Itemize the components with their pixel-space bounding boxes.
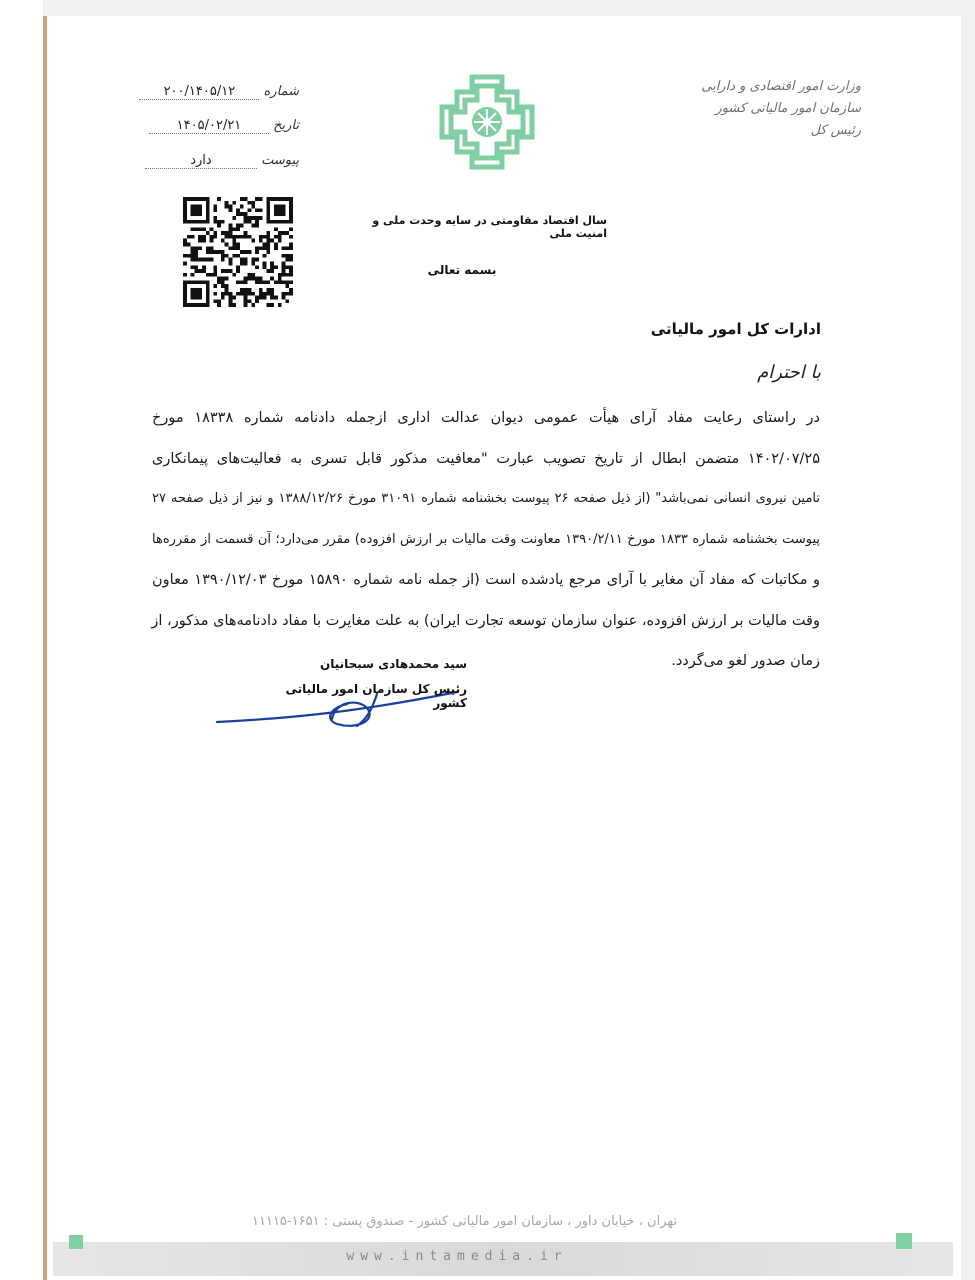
bismillah-heading: بسمه تعالی [427, 263, 497, 277]
year-slogan: سال اقتصاد مقاومتی در سایه وحدت ملی و امنیت ملی [372, 214, 607, 240]
tax-organization-emblem-icon [437, 72, 537, 172]
signer-name: سید محمدهادی سبحانیان [319, 657, 467, 671]
body-line: و مکاتبات که مفاد آن مغایر با آرای مرجع یادشده است (از جمله نامه شماره ۱۵۸۹۰ مورخ ۱۳۹۰/۱۲/۰۳ معاون [152, 572, 820, 588]
letter-date-value: ۱۴۰۵/۰۲/۲۱ [149, 118, 269, 134]
body-line: زمان صدور لغو می‌گردد. [671, 653, 820, 669]
letter-attachment-row [139, 153, 299, 169]
salutation: با احترام [757, 362, 821, 383]
letter-attachment-label: پیوست [261, 153, 299, 168]
letter-number-value: ۲۰۰/۱۴۰۵/۱۲ [139, 84, 259, 100]
qr-code-icon [183, 197, 293, 307]
body-line: در راستای رعایت مفاد آرای هیأت عمومی دیوان عدالت اداری ازجمله دادنامه شماره ۱۸۳۳۸ مورخ [152, 410, 821, 426]
recipient-line: ادارات کل امور مالیاتی [650, 320, 821, 338]
letter-date-label: تاریخ [273, 118, 299, 133]
footer-right-square-icon [896, 1233, 912, 1249]
letter-page [43, 16, 961, 1280]
letter-number-row [139, 84, 299, 100]
ministry-header [621, 76, 861, 142]
body-line: تامین نیروی انسانی نمی‌باشد" (از ذیل صفحه ۲۶ پیوست بخشنامه شماره ۳۱۰۹۱ مورخ ۱۳۸۸/۱۲/۲۶ و نیز از ذیل صفحه ۲۷ [152, 491, 821, 506]
letter-date-row [139, 118, 299, 134]
ministry-line-1: وزارت امور اقتصادی و دارایی [701, 79, 861, 94]
signer-title: رئیس کل سازمان امور مالیاتی کشور [285, 682, 467, 710]
left-margin-strip [0, 0, 43, 1280]
body-line: پیوست بخشنامه شماره ۱۸۳۳ مورخ ۱۳۹۰/۲/۱۱ معاونت وقت مالیات بر ارزش افزوده) مقرر می‌دارد؛ آن قسمت از مقرره‌ها [152, 531, 820, 547]
letter-number-label: شماره [263, 84, 299, 99]
letter-attachment-value: دارد [145, 153, 257, 169]
ministry-line-3: رئیس کل [810, 123, 861, 138]
footer-left-square-icon [69, 1235, 83, 1249]
footer-website-link[interactable]: www.intamedia.ir [346, 1249, 568, 1264]
ministry-line-2: سازمان امور مالیاتی کشور [715, 101, 861, 116]
body-line: ۱۴۰۲/۰۷/۲۵ متضمن ابطال از تاریخ تصویب عبارت "معافیت مذکور قابل تسری به فعالیت‌های پیمانکاری [152, 450, 820, 467]
body-line: وقت مالیات بر ارزش افزوده، عنوان سازمان توسعه تجارت ایران) به علت مغایرت با مفاد دادنامه‌های مذکور، از [151, 612, 820, 629]
footer-address: تهران ، خیابان داور ، سازمان امور مالیاتی کشور - صندوق پستی : ۱۶۵۱-۱۱۱۱۵ [252, 1214, 677, 1229]
letter-body [152, 398, 820, 682]
